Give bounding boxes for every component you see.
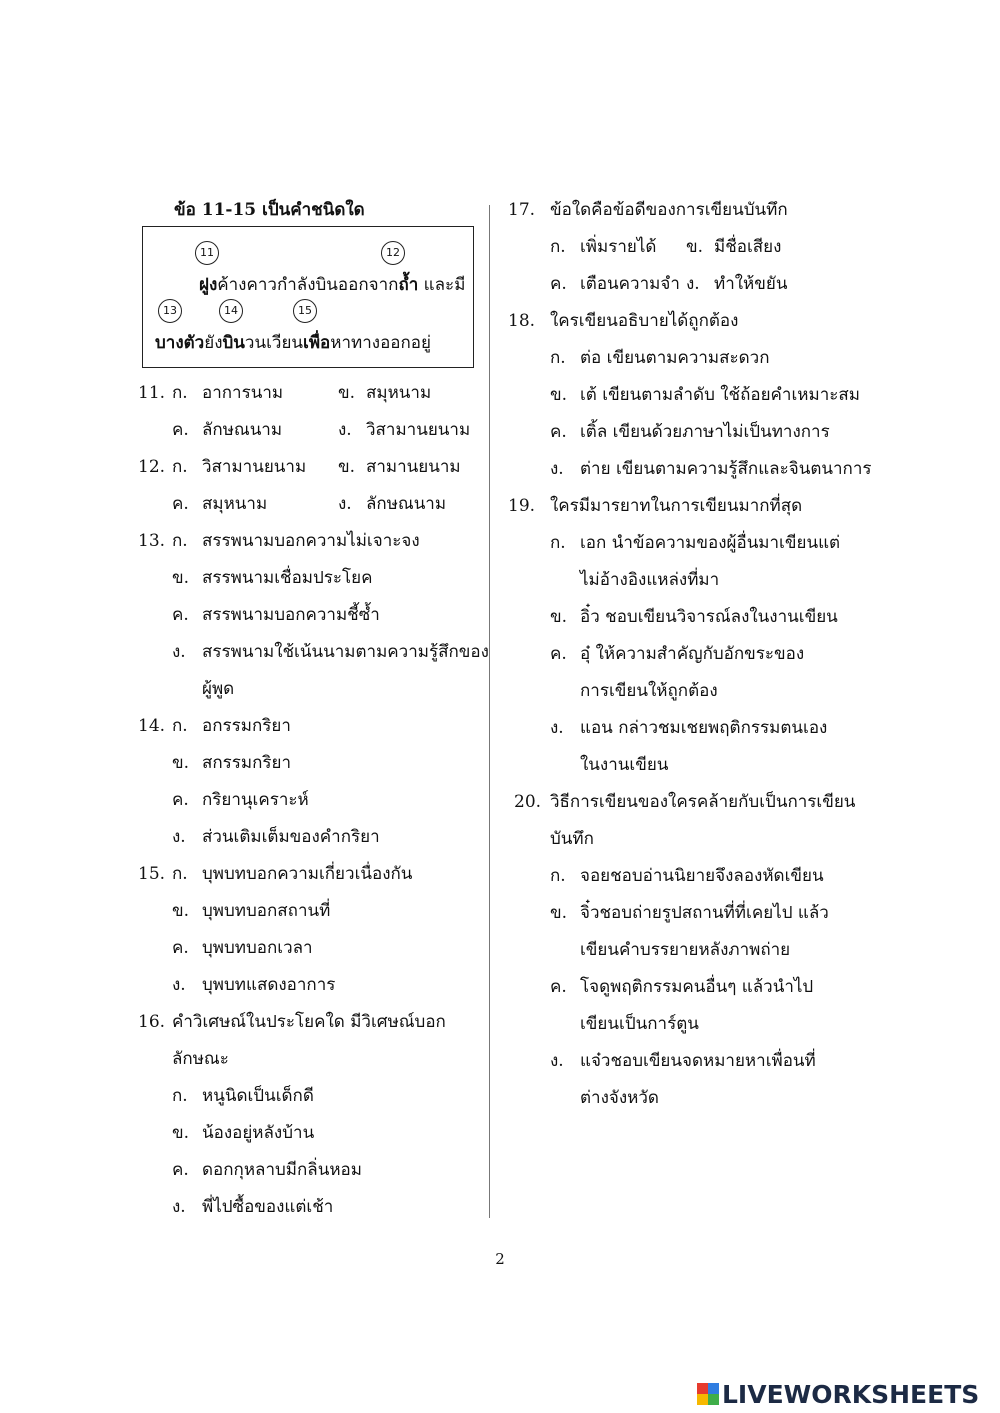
question-line: ต่างจังหวัด (580, 1088, 659, 1108)
question-line: ค. เตือนความจำ ง. ทำให้ขยัน (550, 274, 788, 294)
question-line: ง. สรรพนามใช้เน้นนามตามความรู้สึกของ (172, 642, 489, 662)
section-heading: ข้อ 11-15 เป็นคำชนิดใด (174, 200, 365, 220)
question-stem: 17. ข้อใดคือข้อดีของการเขียนบันทึก (508, 200, 788, 220)
question-line: ง. ส่วนเติมเต็มของคำกริยา (172, 827, 380, 847)
liveworksheets-logo[interactable] (697, 1380, 979, 1408)
question-line: ค. เติ้ล เขียนด้วยภาษาไม่เป็นทางการ (550, 422, 830, 442)
question-line: ง. พี่ไปซื้อของแต่เช้า (172, 1197, 334, 1217)
question-line: ข. น้องอยู่หลังบ้าน (172, 1123, 315, 1143)
question-line: 13. ก. สรรพนามบอกความไม่เจาะจง (138, 531, 420, 551)
question-line: เขียนเป็นการ์ตูน (580, 1014, 699, 1034)
question-line: ง. แจ๋วชอบเขียนจดหมายหาเพื่อนที่ (550, 1051, 816, 1071)
question-line: 15. ก. บุพบทบอกความเกี่ยวเนื่องกัน (138, 864, 413, 884)
sentence-line-2: บางตัวยังบินวนเวียนเพื่อหาทางออกอยู่ (155, 333, 431, 353)
question-line: 14. ก. อกรรมกริยา (138, 716, 291, 736)
sentence-box (142, 226, 474, 368)
question-line: ในงานเขียน (580, 755, 669, 775)
question-line: การเขียนให้ถูกต้อง (580, 681, 718, 701)
question-line: เขียนคำบรรยายหลังภาพถ่าย (580, 940, 791, 960)
marker-14: 14 (219, 299, 243, 323)
question-line: ค. สรรพนามบอกความชี้ซ้ำ (172, 605, 380, 625)
liveworksheets-logo-icon (697, 1383, 719, 1405)
question-line: ค. ลักษณนาม ง. วิสามานยนาม (172, 420, 471, 440)
question-line: ค. กริยานุเคราะห์ (172, 790, 309, 810)
marker-11: 11 (195, 241, 219, 265)
question-stem: 18. ใครเขียนอธิบายได้ถูกต้อง (508, 311, 739, 331)
page-number: 2 (495, 1250, 505, 1268)
question-line: ผู้พูด (202, 679, 235, 699)
question-line: ก. หนูนิดเป็นเด็กดี (172, 1086, 314, 1106)
question-line: ข. จิ๋วชอบถ่ายรูปสถานที่ที่เคยไป แล้ว (550, 903, 829, 923)
question-line: ค. บุพบทบอกเวลา (172, 938, 313, 958)
question-line: ค. ดอกกุหลาบมีกลิ่นหอม (172, 1160, 362, 1180)
question-line: ก. จอยชอบอ่านนิยายจึงลองหัดเขียน (550, 866, 824, 886)
right-question-column (508, 192, 872, 1117)
question-stem: 20. วิธีการเขียนของใครคล้ายกับเป็นการเขียน (514, 792, 856, 812)
question-stem: บันทึก (550, 829, 594, 849)
question-line: ไม่อ้างอิงแหล่งที่มา (580, 570, 720, 590)
question-line: ข. อิ๋ว ชอบเขียนวิจารณ์ลงในงานเขียน (550, 607, 838, 627)
left-question-column (138, 375, 488, 1226)
question-stem: 16. คำวิเศษณ์ในประโยคใด มีวิเศษณ์บอก (138, 1012, 446, 1032)
question-line: ก. ต่อ เขียนตามความสะดวก (550, 348, 770, 368)
question-line: ค. สมุหนาม ง. ลักษณนาม (172, 494, 447, 514)
column-divider (489, 205, 490, 1218)
question-line: 11. ก. อาการนาม ข. สมุหนาม (138, 383, 432, 403)
question-line: ข. สรรพนามเชื่อมประโยค (172, 568, 373, 588)
question-line: ง. แอน กล่าวชมเชยพฤติกรรมตนเอง (550, 718, 828, 738)
question-line: ก. เพิ่มรายได้ ข. มีชื่อเสียง (550, 237, 782, 257)
sentence-line-1: ฝูงค้างคาวกำลังบินออกจากถ้ำ และมี (199, 275, 466, 295)
question-line: ก. เอก นำข้อความของผู้อื่นมาเขียนแต่ (550, 533, 841, 553)
question-stem: ลักษณะ (172, 1049, 229, 1069)
question-line: ง. ต่าย เขียนตามความรู้สึกและจินตนาการ (550, 459, 872, 479)
question-line: ค. โจดูพฤติกรรมคนอื่นๆ แล้วนำไป (550, 977, 814, 997)
question-stem: 19. ใครมีมารยาทในการเขียนมากที่สุด (508, 496, 803, 516)
question-line: ค. อุ๋ ให้ความสำคัญกับอักขระของ (550, 644, 805, 664)
marker-13: 13 (158, 299, 182, 323)
question-line: 12. ก. วิสามานยนาม ข. สามานยนาม (138, 457, 461, 477)
question-line: ข. เต้ เขียนตามลำดับ ใช้ถ้อยคำเหมาะสม (550, 385, 860, 405)
question-line: ข. สกรรมกริยา (172, 753, 292, 773)
marker-15: 15 (293, 299, 317, 323)
liveworksheets-wordmark: LIVEWORKSHEETS (722, 1379, 980, 1409)
question-line: ข. บุพบทบอกสถานที่ (172, 901, 331, 921)
question-line: ง. บุพบทแสดงอาการ (172, 975, 336, 995)
marker-12: 12 (381, 241, 405, 265)
